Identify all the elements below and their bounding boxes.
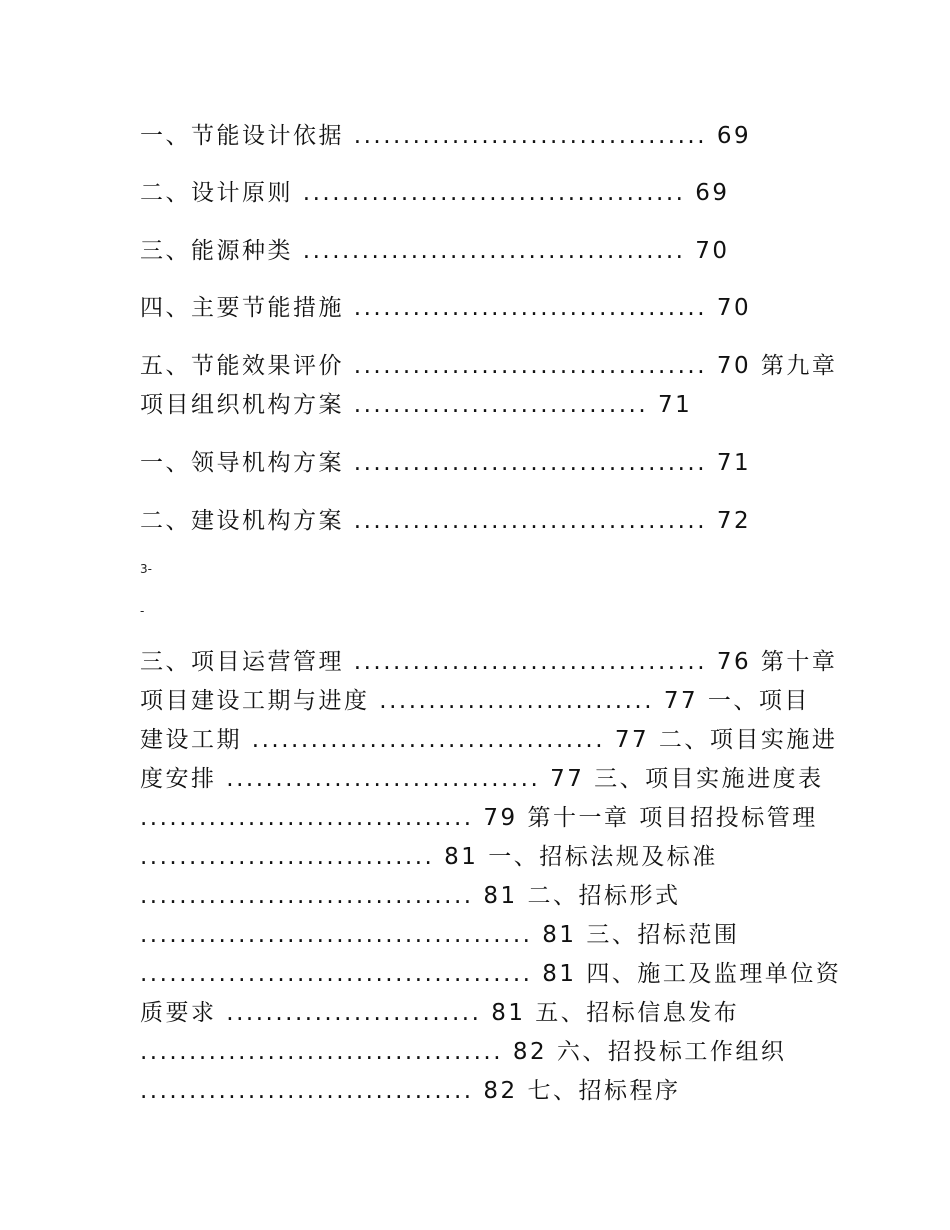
toc-entry: 度安排 ................................ 77 三、项目实施进度表 (140, 766, 824, 792)
toc-entry: 建设工期 .................................... 77 二、项目实施进 (140, 727, 838, 753)
toc-entry: ........................................ 81 三、招标范围 (140, 922, 740, 948)
toc-entry: 项目建设工期与进度 ............................ 77 一、项目 (140, 688, 810, 714)
toc-entry: 质要求 .......................... 81 五、招标信息发布 (140, 1000, 740, 1026)
toc-entry: 二、建设机构方案 .................................... 72 (140, 508, 752, 534)
toc-entry: ........................................ 81 四、施工及监理单位资 (140, 961, 842, 987)
toc-entry: ..................................... 82 六、招投标工作组织 (140, 1039, 787, 1065)
toc-entry: 一、节能设计依据 .................................... 69 (140, 123, 752, 149)
toc-entry: 项目组织机构方案 .............................. 71 (140, 392, 693, 418)
toc-entry: 三、项目运营管理 .................................... 76 第十章 (140, 649, 838, 675)
toc-entry: .................................. 81 二、招标形式 (140, 883, 681, 909)
toc-entry: 一、领导机构方案 .................................... 71 (140, 450, 752, 476)
toc-entry: 三、能源种类 ....................................... 70 (140, 238, 730, 264)
page-number: 3- (140, 562, 152, 576)
toc-entry: 四、主要节能措施 .................................... 70 (140, 295, 752, 321)
toc-entry: 二、设计原则 ....................................... 69 (140, 180, 730, 206)
toc-entry: .................................. 79 第十一章 项目招投标管理 (140, 805, 818, 831)
page-separator: - (140, 604, 145, 618)
toc-entry: .............................. 81 一、招标法规及标准 (140, 844, 718, 870)
toc-entry: .................................. 82 七、招标程序 (140, 1078, 681, 1104)
toc-entry: 五、节能效果评价 .................................... 70 第九章 (140, 353, 838, 379)
